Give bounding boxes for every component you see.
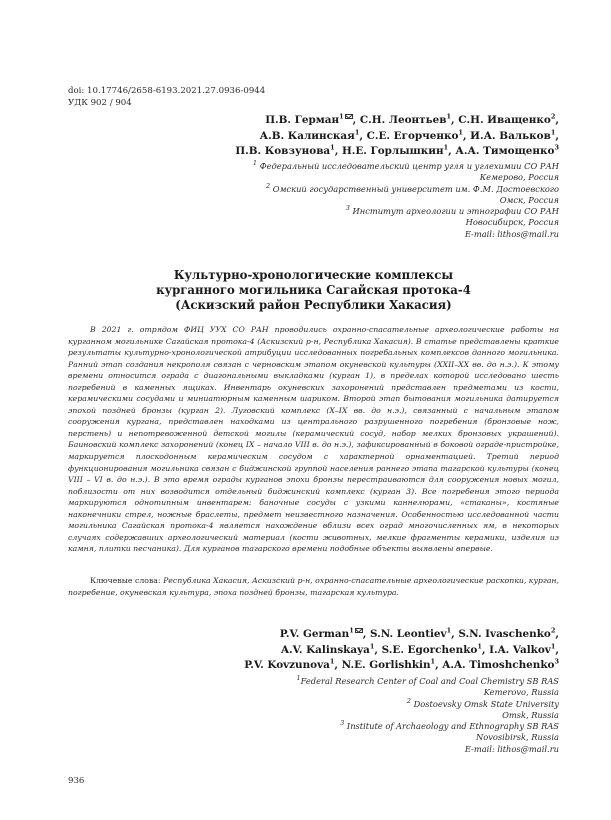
authors-en-line-3: P.V. Kovzunova$^1$, N.E. Gorlishkin$^1$, A.A. Timoshchenko$^3$ [244, 657, 559, 671]
udk-code: УДК 902 / 904 [68, 98, 132, 108]
affil-en-1-name: Federal Research Center of Coal and Coal Chemistry SB RAS [300, 676, 559, 686]
envelope-icon [345, 114, 353, 119]
authors-ru-line-3: П.В. Ковзунова$^1$, Н.Е. Горлышкин$^1$, А.А. Тимощенко$^3$ [235, 143, 559, 157]
authors-en [244, 627, 559, 674]
abstract: В 2021 г. отрядом ФИЦ УУХ СО РАН проводились охранно-спасательные археологические работы на курганном могильнике Сагайская протока-4 (Аскизский р-н, Республика Хакасия). В статье представлены краткие результаты культурно-хронологической атрибуции исследованных погребальных комплексов данного могильника. Ранний этап создания некрополя связан с черновским этапом окуневской культуры (XXII–XX вв. до н.э.). К этому времени относится ограда с диагональными выкладками (курган 1), в пределах которой исследовано шесть погребений в каменных ящиках. Инвентарь окуневских захоронений представлен предметами из кости, керамическими сосудами и миниатюрным каменным шариком. Второй этап бытования могильника датируется эпохой поздней бронзы (курган 2). Луговский комплекс (X–IX вв. до н.э.), связанный с начальным этапом сооружения кургана, представлен находками из центрального разрушенного погребения (бронзовые нож, перстень) и непотревоженной детской могилы (керамический сосуд, набор мелких бронзовых украшений). Баиновский комплекс захоронений (конец IX – начало VIII в. до н.э.), зафиксированный в боковой ограде-пристройке, маркируется плоскодонным керамическим сосудом с характерной орнаментацией. Третий период функционирования могильника связан с биджинской группой населения раннего этапа тагарской культуры (конец VIII – VI в. до н.э.). В это время ограды курганов эпохи бронзы перестраиваются для сооружения новых могил, поблизости от них возводится отдельный биджинский комплекс (курган 3). Все погребения этого периода маркируются однотипным инвентарем: баночные сосуды с узкими каннелюрами, «стаканы», костяные наконечники стрел, ножные браслеты, предмет неизвестного назначения. Особенностью исследованной части могильника Сагайская протока-4 является нахождение вблизи всех оград многочисленных ям, в некоторых случаях содержавших археологический материал (кости животных, мелкие фрагменты керамики, изделия из камня, плитки песчаника). Для курганов тагарского времени подобные объекты выявлены впервые. [68, 325, 559, 554]
affiliations-ru: $^1$ Федеральный исследовательский центр угля и углехимии СО РАН Кемерово, Россия $^2$ Омский государственный университет им. Ф.М. Достоевского Омск, Россия $^3$ Институт археологии и этнографии СО РАН Новосибирск, Россия E-mail: lithos@mail.ru [252, 159, 559, 239]
keywords-label: Ключевые слова: [90, 576, 164, 585]
authors-ru-line-1: П.В. Герман$^1$ , С.Н. Леонтьев$^1$, С.Н. Иващенко$^2$, [265, 112, 559, 126]
authors-ru-line-2: А.В. Калинская$^1$, С.Е. Егорченко$^1$, И.А. Вальков$^1$, [259, 128, 559, 142]
affil-ru-1-city: Кемерово, Россия [479, 172, 559, 183]
page-number: 936 [68, 776, 85, 786]
affil-en-3-name: Institute of Archaeology and Ethnography SB RAS [346, 721, 559, 732]
affil-en-3-city: Novosibirsk, Russia [475, 732, 559, 743]
affil-ru-3-city: Новосибирск, Россия [465, 217, 559, 228]
keywords [68, 575, 559, 598]
envelope-icon [355, 628, 363, 633]
affil-ru-1-name: Федеральный исследовательский центр угля и углехимии СО РАН [259, 161, 559, 171]
doi: doi: 10.17746/2658-6193.2021.27.0936-0944 [68, 86, 266, 96]
keywords-text: Республика Хакасия, Аскизский р-н, охранно-спасательные археологические раскопки, курган, погребение, окуневская культура, эпоха поздней бронзы, тагарская культура. [68, 576, 560, 597]
affil-ru-3-name: Институт археологии и этнографии СО РАН [352, 206, 559, 217]
article-title: Культурно-хронологические комплексы курганного могильника Сагайская протока-4 (Аскизский район Республики Хакасия) [156, 268, 471, 313]
email-en: E-mail: lithos@mail.ru [464, 743, 559, 754]
affiliations-en: $^1$Federal Research Center of Coal and Coal Chemistry SB RAS Kemerovo, Russia $^2$ Dostoevsky Omsk State University Omsk, Russia $^3$ Institute of Archaeology and Ethnography SB RAS Novosibirsk, Russia E-mail: lithos@mail.ru [296, 674, 559, 754]
affil-ru-2-city: Омск, Россия [499, 194, 559, 205]
authors-en-line-1: P.V. German$^1$ , S.N. Leontiev$^1$, S.N. Ivaschenko$^2$, [279, 626, 559, 640]
affil-en-2-city: Omsk, Russia [502, 709, 559, 720]
affil-en-1-city: Kemerovo, Russia [483, 687, 559, 698]
authors-en-line-2: A.V. Kalinskaya$^1$, S.E. Egorchenko$^1$, I.A. Valkov$^1$, [280, 642, 559, 656]
authors-ru [235, 113, 559, 160]
affil-ru-2-name: Омский государственный университет им. Ф.М. Достоевского [272, 183, 559, 194]
email-ru: E-mail: lithos@mail.ru [464, 228, 559, 239]
affil-en-2-name: Dostoevsky Omsk State University [413, 698, 559, 709]
